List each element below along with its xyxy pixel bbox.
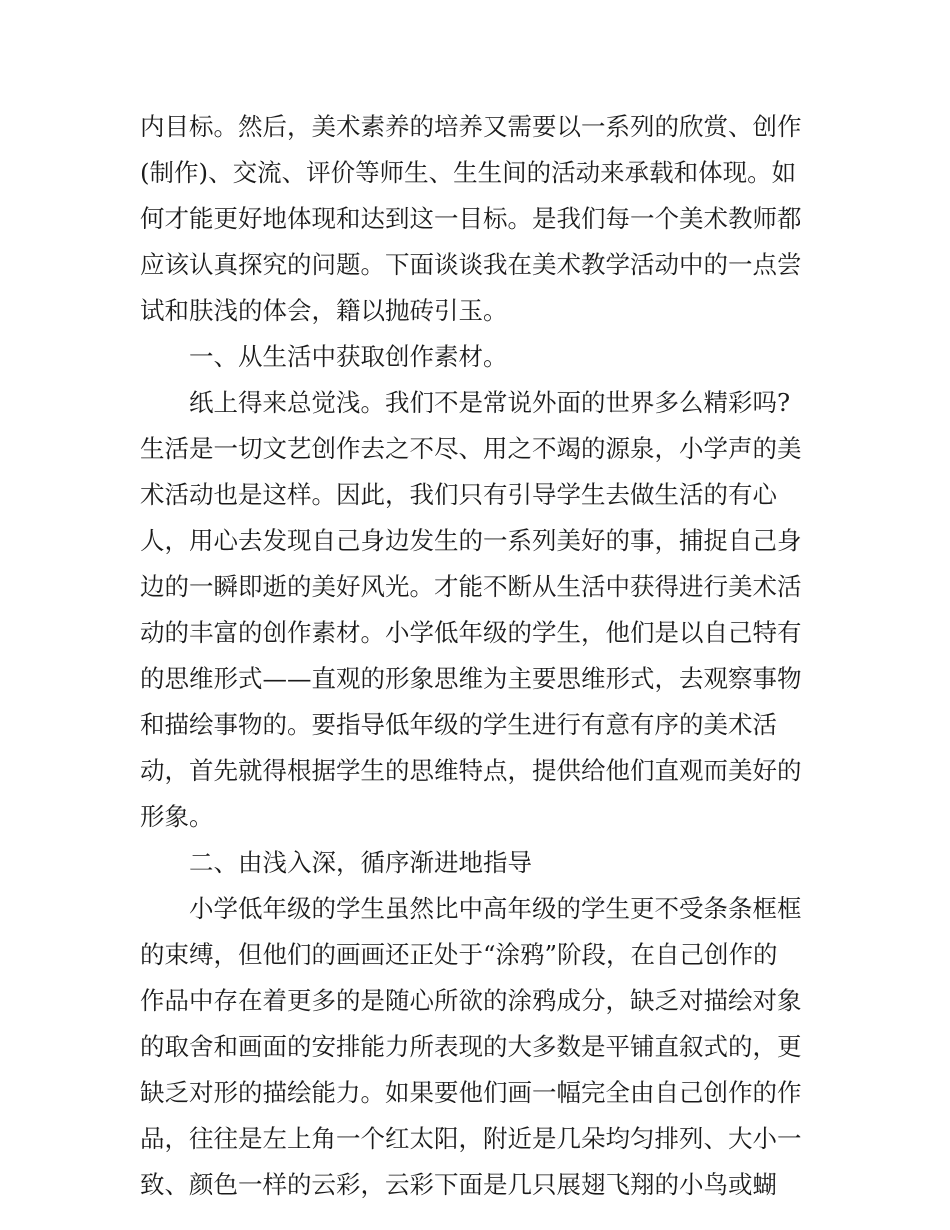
paragraph-start: 小学低年级的学生虽然比中高年级的学生更不受条条框框	[189, 894, 802, 923]
text-line: 品，往往是左上角一个红太阳，附近是几朵均匀排列、大小一	[140, 1124, 802, 1153]
text-line: 形象。	[140, 802, 214, 831]
text-line: 术活动也是这样。因此，我们只有引导学生去做生活的有心	[140, 480, 777, 509]
section-heading: 二、由浅入深，循序渐进地指导	[189, 848, 532, 877]
text-line: 试和肤浅的体会，籍以抛砖引玉。	[140, 296, 508, 325]
paragraph-start: 纸上得来总觉浅。我们不是常说外面的世界多么精彩吗?	[189, 388, 791, 417]
text-line: 致、颜色一样的云彩，云彩下面是几只展翅飞翔的小鸟或蝴	[140, 1170, 777, 1199]
text-line: 的思维形式——直观的形象思维为主要思维形式，去观察事物	[140, 664, 802, 693]
text-line: 内目标。然后，美术素养的培养又需要以一系列的欣赏、创作	[140, 112, 802, 141]
text-line: 何才能更好地体现和达到这一目标。是我们每一个美术教师都	[140, 204, 802, 233]
text-line: 作品中存在着更多的是随心所欲的涂鸦成分，缺乏对描绘对象	[140, 986, 802, 1015]
text-line: 边的一瞬即逝的美好风光。才能不断从生活中获得进行美术活	[140, 572, 802, 601]
text-line: 和描绘事物的。要指导低年级的学生进行有意有序的美术活	[140, 710, 777, 739]
text-line: 缺乏对形的描绘能力。如果要他们画一幅完全由自己创作的作	[140, 1078, 802, 1107]
text-line: 人，用心去发现自己身边发生的一系列美好的事，捕捉自己身	[140, 526, 802, 555]
text-line: 动的丰富的创作素材。小学低年级的学生，他们是以自己特有	[140, 618, 802, 647]
text-line: 的束缚，但他们的画画还正处于“涂鸦”阶段，在自己创作的	[140, 940, 778, 969]
text-line: 动，首先就得根据学生的思维特点，提供给他们直观而美好的	[140, 756, 802, 785]
text-line: 生活是一切文艺创作去之不尽、用之不竭的源泉，小学声的美	[140, 434, 802, 463]
document-body	[140, 104, 815, 1208]
text-line: 应该认真探究的问题。下面谈谈我在美术教学活动中的一点尝	[140, 250, 802, 279]
section-heading: 一、从生活中获取创作素材。	[189, 342, 508, 371]
text-line: (制作)、交流、评价等师生、生生间的活动来承载和体现。如	[140, 158, 797, 187]
text-line: 的取舍和画面的安排能力所表现的大多数是平铺直叙式的，更	[140, 1032, 802, 1061]
